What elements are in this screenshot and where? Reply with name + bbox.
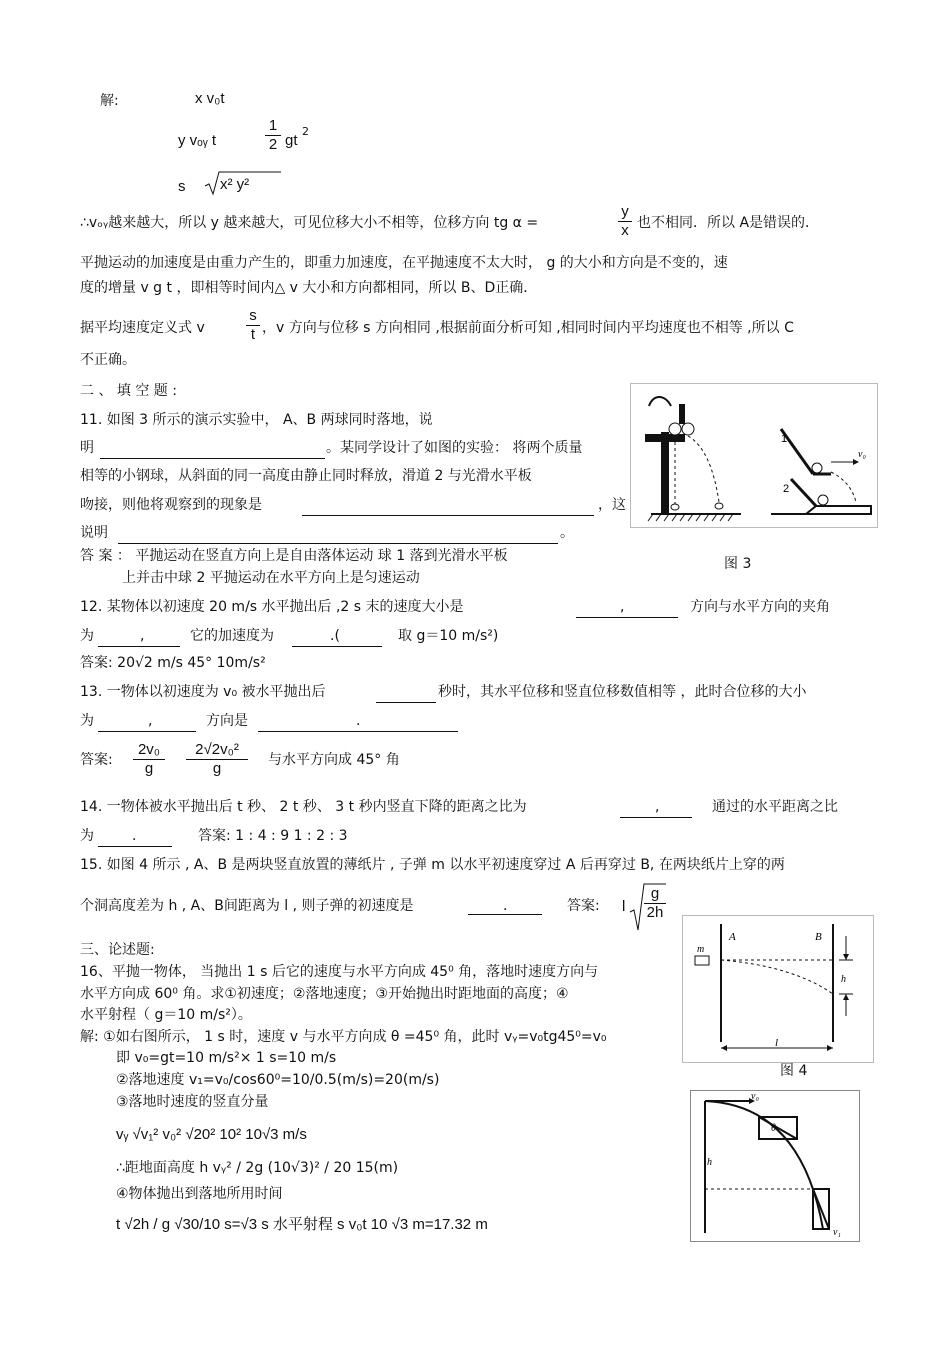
- q13-answer-label: 答案:: [80, 752, 113, 768]
- q11-line-1: 11. 如图 3 所示的演示实验中， A、B 两球同时落地，说: [80, 412, 433, 428]
- figure-3: [630, 383, 878, 528]
- trajectory-v0-label: v₀: [751, 1091, 759, 1102]
- q15-line-1: 15. 如图 4 所示 , A、B 是两块竖直放置的薄纸片 , 子弹 m 以水平初速度穿过 A 后再穿过 B, 在两块纸片上穿的两: [80, 857, 785, 873]
- equation-s-radicand: x² y²: [220, 176, 250, 193]
- q12-line-2c: .(: [330, 628, 340, 644]
- equation-y-rhs: gt: [285, 132, 298, 149]
- paragraph-3: 度的增量 v g t ，即相等时间内△ v 大小和方向都相同，所以 B、D正确．: [80, 280, 538, 296]
- q16-solution-7: ④物体抛出到落地所用时间: [116, 1186, 283, 1202]
- figure-4-A-label: A: [729, 931, 736, 943]
- q16-solution-2: 即 v₀=gt=10 m/s²× 1 s=10 m/s: [116, 1050, 337, 1066]
- q14-period: .: [132, 828, 137, 844]
- q13-comma: ,: [148, 713, 153, 729]
- q15-period: .: [503, 898, 508, 914]
- q14-blank-2[interactable]: [98, 846, 172, 847]
- q12-blank-3[interactable]: [292, 646, 382, 647]
- q15-answer-label: 答案:: [567, 898, 600, 914]
- q14-comma: ,: [655, 799, 660, 815]
- q11-line-5: 说明: [80, 525, 108, 541]
- equation-x: x v₀t: [195, 90, 225, 107]
- section-2-heading: 二 、 填 空 题 :: [80, 383, 177, 399]
- q13-line-2b: 方向是: [206, 713, 248, 729]
- q11-answer-2: 上并击中球 2 平抛运动在水平方向上是匀速运动: [122, 570, 420, 586]
- q16-solution-6: ∴距地面高度 h vᵧ² / 2g (10√3)² / 20 15(m): [116, 1160, 399, 1176]
- q12-line-2d: 取 g＝10 m/s²): [398, 628, 499, 644]
- paragraph-4-start: 据平均速度定义式 v: [80, 320, 205, 336]
- q11-blank-3[interactable]: [118, 543, 558, 544]
- paragraph-4-rest: ，v 方向与位移 s 方向相同 ,根据前面分析可知 ,相同时间内平均速度也不相等 ,所以 C: [262, 320, 794, 336]
- solution-label: 解:: [100, 93, 119, 109]
- figure-4-B-label: B: [815, 931, 822, 943]
- figure-3-track-1-label: 1: [781, 433, 788, 445]
- q11-line-2b: 。某同学设计了如图的实验： 将两个质量: [326, 440, 583, 456]
- q14-blank-1[interactable]: [620, 817, 692, 818]
- q11-answer-1: 答 案 ： 平抛运动在竖直方向上是自由落体运动 球 1 落到光滑水平板: [80, 548, 508, 564]
- trajectory-v1-label: v₁: [833, 1227, 841, 1238]
- paragraph-1: ∴vₒᵧ越来越大，所以 y 越来越大，可见位移大小不相等，位移方向 tg α =: [80, 215, 539, 231]
- trajectory-h-label: h: [707, 1157, 712, 1168]
- q12-blank-1[interactable]: [576, 617, 678, 618]
- q12-line-1b: 方向与水平方向的夹角: [690, 599, 830, 615]
- q12-line-2b: 它的加速度为: [190, 628, 274, 644]
- q14-line-1b: 通过的水平距离之比: [712, 799, 838, 815]
- q15-line-2: 个洞高度差为 h , A、B间距离为 l , 则子弹的初速度是: [80, 898, 414, 914]
- q15-answer-l: l: [622, 898, 626, 915]
- q13-blank-3[interactable]: [258, 731, 458, 732]
- q12-comma-2: ,: [140, 628, 145, 644]
- q16-solution-5: vᵧ √v₁² v₀² √20² 10² 10√3 m/s: [116, 1126, 307, 1143]
- figure-4-h-label: h: [841, 974, 846, 985]
- q11-line-4b: ，这: [598, 497, 626, 513]
- q16-solution-1: 解: ①如右图所示， 1 s 时，速度 v 与水平方向成 θ =45⁰ 角，此时 vᵧ=v₀tg45⁰=v₀: [80, 1029, 607, 1045]
- q11-line-2: 明: [80, 440, 94, 456]
- trajectory-drawing: [691, 1091, 859, 1241]
- figure-4: [682, 915, 874, 1063]
- section-3-heading: 三、论述题:: [80, 942, 155, 958]
- paragraph-4-fraction: $\frac{s}{t}$: [246, 307, 260, 344]
- q16-solution-3: ②落地速度 v₁=v₀/cos60⁰=10/0.5(m/s)=20(m/s): [116, 1072, 440, 1088]
- equation-s-lhs: s: [178, 178, 186, 195]
- figure-4-drawing: [683, 916, 873, 1062]
- q13-line-1b: 秒时，其水平位移和竖直位移数值相等 ，此时合位移的大小: [438, 684, 807, 700]
- figure-4-caption: 图 4: [780, 1063, 808, 1079]
- q16-solution-8: t √2h / g √30/10 s=√3 s 水平射程 s v₀t 10 √3 m=17.32 m: [116, 1216, 488, 1233]
- figure-3-drawing: [631, 384, 877, 527]
- q12-line-1: 12. 某物体以初速度 20 m/s 水平抛出后 ,2 s 末的速度大小是: [80, 599, 464, 615]
- equation-y-square: 2: [302, 125, 309, 138]
- q16-line-1: 16、平抛一物体， 当抛出 1 s 后它的速度与水平方向成 45⁰ 角，落地时速度方向与: [80, 964, 599, 980]
- q15-answer-fraction: $\frac{g}{2h}$: [644, 885, 666, 922]
- paragraph-2: 平抛运动的加速度是由重力产生的，即重力加速度，在平抛速度不太大时， g 的大小和方向是不变的，速: [80, 255, 728, 271]
- q11-line-3: 相等的小钢球，从斜面的同一高度由静止同时释放，滑道 2 与光滑水平板: [80, 468, 532, 484]
- q13-answer-fraction-1: $\frac{\text{2v₀}}{g}$: [133, 741, 165, 778]
- figure-3-v0-label: v₀: [858, 449, 866, 460]
- figure-4-m-label: m: [697, 944, 705, 955]
- equation-y-lhs: y vₒᵧ t: [178, 132, 216, 149]
- figure-4-l-label: l: [775, 1037, 779, 1049]
- q11-blank-1[interactable]: [100, 458, 325, 459]
- q13-line-2a: 为: [80, 713, 94, 729]
- q13-answer-fraction-2: $\frac{\text{2√2v₀²}}{g}$: [186, 741, 248, 778]
- paragraph-5: 不正确。: [80, 352, 136, 368]
- q12-answer: 答案: 20√2 m/s 45° 10m/s²: [80, 655, 266, 671]
- q14-answer: 答案: 1 : 4 : 9 1 : 2 : 3: [198, 828, 348, 844]
- paragraph-1-tail: 也不相同．所以 A是错误的．: [637, 215, 820, 231]
- figure-trajectory: [690, 1090, 860, 1242]
- q13-blank-1[interactable]: [376, 702, 436, 703]
- q11-blank-2[interactable]: [302, 515, 594, 516]
- q11-line-4: 吻接，则他将观察到的现象是: [80, 497, 262, 513]
- paragraph-1-fraction: $\frac{y}{x}$: [618, 203, 632, 240]
- q12-line-2a: 为: [80, 628, 94, 644]
- equation-y-half-fraction: $\frac{1}{2}$: [265, 117, 281, 154]
- trajectory-theta-label: θ: [771, 1123, 776, 1134]
- q11-line-5b: 。: [560, 525, 574, 541]
- q13-line-1: 13. 一物体以初速度为 v₀ 被水平抛出后: [80, 684, 326, 700]
- q13-period: .: [356, 713, 361, 729]
- q14-line-1: 14. 一物体被水平抛出后 t 秒、 2 t 秒、 3 t 秒内竖直下降的距离之比为: [80, 799, 527, 815]
- q12-blank-2[interactable]: [98, 646, 180, 647]
- q14-line-2a: 为: [80, 828, 94, 844]
- q13-blank-2[interactable]: [98, 731, 196, 732]
- q16-solution-4: ③落地时速度的竖直分量: [116, 1094, 269, 1110]
- q16-line-2: 水平方向成 60⁰ 角。求①初速度；②落地速度；③开始抛出时距地面的高度；④: [80, 986, 569, 1002]
- q16-line-3: 水平射程（ g＝10 m/s²）。: [80, 1007, 252, 1023]
- figure-3-caption: 图 3: [724, 556, 752, 572]
- q13-answer-tail: 与水平方向成 45° 角: [268, 752, 400, 768]
- q12-comma-1: ,: [620, 599, 625, 615]
- figure-3-track-2-label: 2: [783, 483, 790, 495]
